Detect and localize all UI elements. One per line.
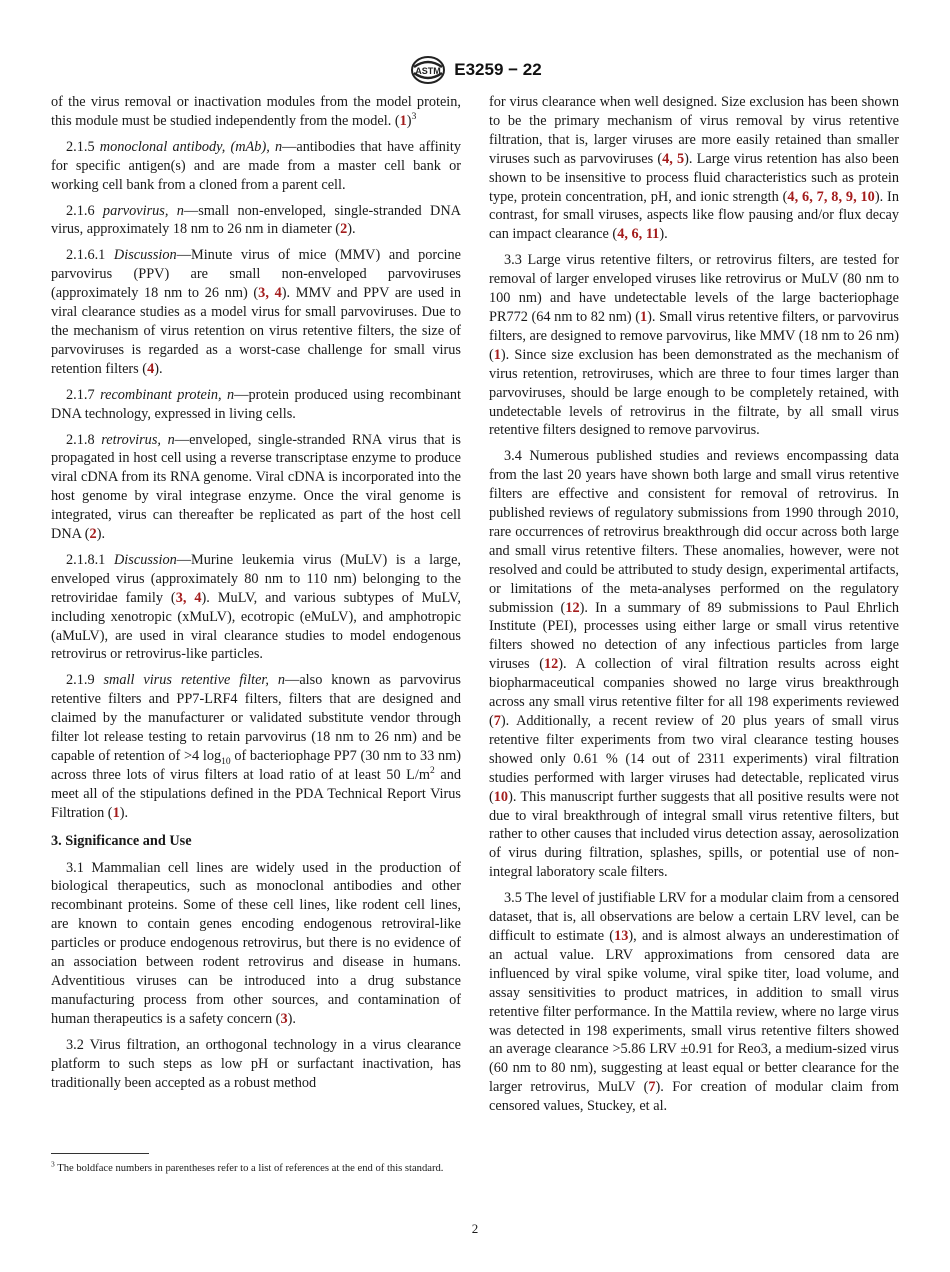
definition-2-1-7: 2.1.7 recombinant protein, n—protein produced using recombinant DNA technology, expressed in living cells.	[51, 386, 461, 422]
ref-link[interactable]: 4	[662, 150, 670, 167]
section-heading-3: 3. Significance and Use	[51, 832, 192, 849]
ref-link[interactable]: 11	[645, 226, 660, 243]
discussion-2-1-6-1: 2.1.6.1 Discussion—Minute virus of mice (MMV) and porcine parvovirus (PPV) are small non-enveloped parvoviruses (approximately 18 nm to 26 nm) (3, 4). MMV and PPV are used in viral clearance studies as a model virus for small parvoviruses. Due to the mechanism of virus retention on virus retentive filters, the size of parvoviruses is regarded as a worst-case challenge for small virus retention filters (4).	[51, 247, 461, 377]
definition-2-1-9: 2.1.9 small virus retentive filter, n—also known as parvovirus retentive filters and PP7-LRF4 filters, filters that are designed and claimed by the manufacturer or validated substitute vendor through filter lot release testing to retain parvovirus (18 nm to 26 nm) and be capable of retention of >4 $\log_{10}$ of bacteriophage PP7 (30 nm to 33 nm) across three lots of virus filters at load ratio of at least 50 $L/m^2$ and meet all of the stipulations defined in the PDA Technical Report Virus Filtration (1).	[51, 672, 461, 821]
ref-link[interactable]: 4	[617, 226, 625, 243]
ref-link[interactable]: 8	[831, 188, 839, 205]
ref-link[interactable]: 1	[112, 804, 120, 821]
ref-link[interactable]: 7	[648, 1079, 656, 1096]
ref-link[interactable]: 13	[614, 927, 629, 944]
ref-link[interactable]: 10	[860, 188, 875, 205]
paragraph-3-5: 3.5 The level of justifiable LRV for a modular claim from a censored dataset, that is, all observations are below a certain LRV level, can be difficult to estimate (13), and is almost always an underestimation of an actual value. LRV approximations from censored data are influenced by viral spike volume, viral spike titer, load volume, and assay sensitivities to product matrices, in addition to small virus retentive filter performance. In the Mattila review, where no large virus was detected in 198 experiments, small virus retentive filters showed an average clearance >5.86 LRV ±0.91 for Reo3, a medium-sized virus (60 nm to 80 nm), suggesting at least equal or better clearance for the larger retrovirus, MuLV (7). For creation of modular claim from censored values, Stuckey, et al.	[489, 890, 899, 1115]
footnote-divider	[51, 1153, 149, 1154]
ref-link[interactable]: 6	[802, 188, 810, 205]
definition-2-1-8: 2.1.8 retrovirus, n—enveloped, single-stranded RNA virus that is propagated in host cell using a reverse transcriptase enzyme to produce viral cDNA from its RNA genome. Viral cDNA is incorporated into the host genome by viral integrase enzyme. Once the viral genome is integrated, virus can thereafter be replicated as part of the host cell DNA (2).	[51, 431, 461, 543]
definition-2-1-5: 2.1.5 monoclonal antibody, (mAb), n—antibodies that have affinity for specific antigen(s) and are made from a master cell bank or working cell bank from a cloned from a parent cell.	[51, 138, 461, 193]
discussion-2-1-8-1: 2.1.8.1 Discussion—Murine leukemia virus (MuLV) is a large, enveloped virus (approximately 80 nm to 110 nm) belonging to the retroviridae family (3, 4). MuLV, and various subtypes of MuLV, including xenotropic (xMuLV), ecotropic (eMuLV), and amphotropic (aMuLV), are used in viral clearance studies to model endogenous retrovirus or retrovirus-like particles.	[51, 551, 461, 663]
term: small virus retentive filter, n	[103, 672, 286, 689]
paragraph-2-1-4-cont: of the virus removal or inactivation modules from the model protein, this module must be studied independently from the model. $(1)^3$	[51, 94, 461, 129]
page-number: 2	[471, 1221, 479, 1236]
page-header	[0, 55, 950, 85]
term: parvovirus, n	[102, 202, 184, 219]
ref-link[interactable]: 3	[280, 1010, 288, 1027]
ref-link[interactable]: 12	[565, 599, 580, 616]
term: retrovirus, n	[101, 431, 175, 448]
ref-link[interactable]: 2	[89, 526, 97, 543]
ref-link[interactable]: 2	[340, 221, 348, 238]
astm-logo	[408, 55, 448, 85]
paragraph-3-2: 3.2 Virus filtration, an orthogonal technology in a virus clearance platform to such steps as low pH or surfactant inactivation, has traditionally been accepted as a robust method	[51, 1036, 461, 1091]
paragraph-3-3: 3.3 Large virus retentive filters, or retrovirus filters, are tested for removal of larger enveloped viruses like retrovirus or MuLV (80 nm to 100 nm) and have undetectable levels of the large bacteriophage PR772 (64 nm to 82 nm) (1). Small virus retentive filters, or parvovirus filters, are designed to remove parvovirus, like MMV (18 nm to 26 nm) (1). Since size exclusion has been demonstrated as the mechanism of virus retention, retroviruses, which are three to four times larger than parvoviruses, should be large enough to be completely retained, with undetectable levels of retrovirus in the filtrate, by all small virus retentive filters designed to remove parvovirus.	[489, 252, 899, 439]
paragraph-3-1: 3.1 Mammalian cell lines are widely used in the production of biological therapeutics, such as monoclonal antibodies and other recombinant proteins. Some of these cell lines, like rodent cell lines, are known to contain genes encoding endogenous retroviral-like particles or produce endogenous retrovirus, but there is no evidence of an association between rodent retrovirus and disease in humans. Adventitious viruses can be introduced into a drug substance manufacturing process from other sources, and contamination of human therapeutics is a safety concern (3).	[51, 859, 461, 1027]
ref-link[interactable]: 5	[677, 150, 685, 167]
ref-link[interactable]: 4	[274, 285, 282, 302]
ref-link[interactable]: 10	[493, 788, 509, 805]
ref-link[interactable]: 6	[631, 226, 639, 243]
ref-link[interactable]: 4	[787, 188, 795, 205]
ref-link[interactable]: 4	[194, 589, 202, 606]
left-column	[51, 93, 461, 1099]
ref-link[interactable]: 1	[493, 346, 501, 363]
designation: E3259 − 22	[454, 60, 542, 79]
term: recombinant protein, n	[100, 386, 235, 403]
ref-link[interactable]: 1	[640, 308, 648, 325]
footnote-ref: 3	[411, 112, 417, 123]
ref-link[interactable]: 1	[399, 112, 407, 129]
ref-link[interactable]: 7	[493, 713, 501, 729]
astm-logo-text: ASTM	[415, 66, 442, 76]
ref-link[interactable]: 4	[147, 360, 155, 377]
ref-link[interactable]: 3	[258, 285, 266, 302]
footnote-mark: 3	[51, 1159, 55, 1169]
footnote	[51, 1159, 461, 1176]
ref-link[interactable]: 9	[845, 188, 854, 205]
ref-link[interactable]: 7	[816, 188, 824, 205]
ref-link[interactable]: 3	[175, 589, 183, 606]
right-column	[489, 93, 899, 1123]
paragraph-3-4: 3.4 Numerous published studies and reviews encompassing data from the last 20 years have shown both large and small virus retentive filters are effective and consistent for removal of retrovirus. In published reviews of regulatory submissions from 1990 through 2010, rare occurrences of retrovirus breakthrough did occur across both large and small virus retentive filters. These anomalies, however, were not resolved and could be attributed to study design, experimental artifacts, or limitations of the meta-analyses performed on the regulatory submission (12). In a summary of 89 submissions to Paul Ehrlich Institute (PEI), processes using either large or small virus retentive filters showed no detection of any infectious particles from large viruses (12). A collection of viral filtration results across eight biopharmaceutical companies showed no large virus breakthrough across any small virus retentive filter for all 198 experiments reviewed (7). Additionally, a recent review of 20 plus years of small virus retentive filter experiments from two viral clearance testing houses showed only 0.61 % (14 out of 2311 experiments) viral filtration studies performed with larger viruses had detectable, replicated virus (10). This manuscript further suggests that all positive results were not due to viral breakthrough of integral small virus retentive filters, but rather to other causes that included virus detection assay, aerosolization of virus during filtration, splashes, spills, or potential use of non-integral laboratory scale filters.	[489, 448, 899, 881]
paragraph-3-2-cont: for virus clearance when well designed. Size exclusion has been shown to be the primary mechanism of virus removal by virus retentive filtration, that is, larger viruses are more easily retained than smaller viruses such as parvoviruses (4, 5). Large virus retention has also been shown to be insensitive to process fluid characteristics such as protein type, protein concentration, pH, and ionic strength (4, 6, 7, 8, 9, 10). In contrast, for small viruses, aspects like flow pausing and/or flux decay can impact clearance (4, 6, 11).	[489, 94, 900, 243]
footnote-text: The boldface numbers in parentheses refer to a list of references at the end of this standard.	[57, 1163, 444, 1174]
definition-2-1-6: 2.1.6 parvovirus, n—small non-enveloped, single-stranded DNA virus, approximately 18 nm to 26 nm in diameter (2).	[51, 202, 461, 238]
ref-link[interactable]: 12	[543, 656, 559, 673]
term: monoclonal antibody, (mAb), n	[99, 138, 283, 155]
